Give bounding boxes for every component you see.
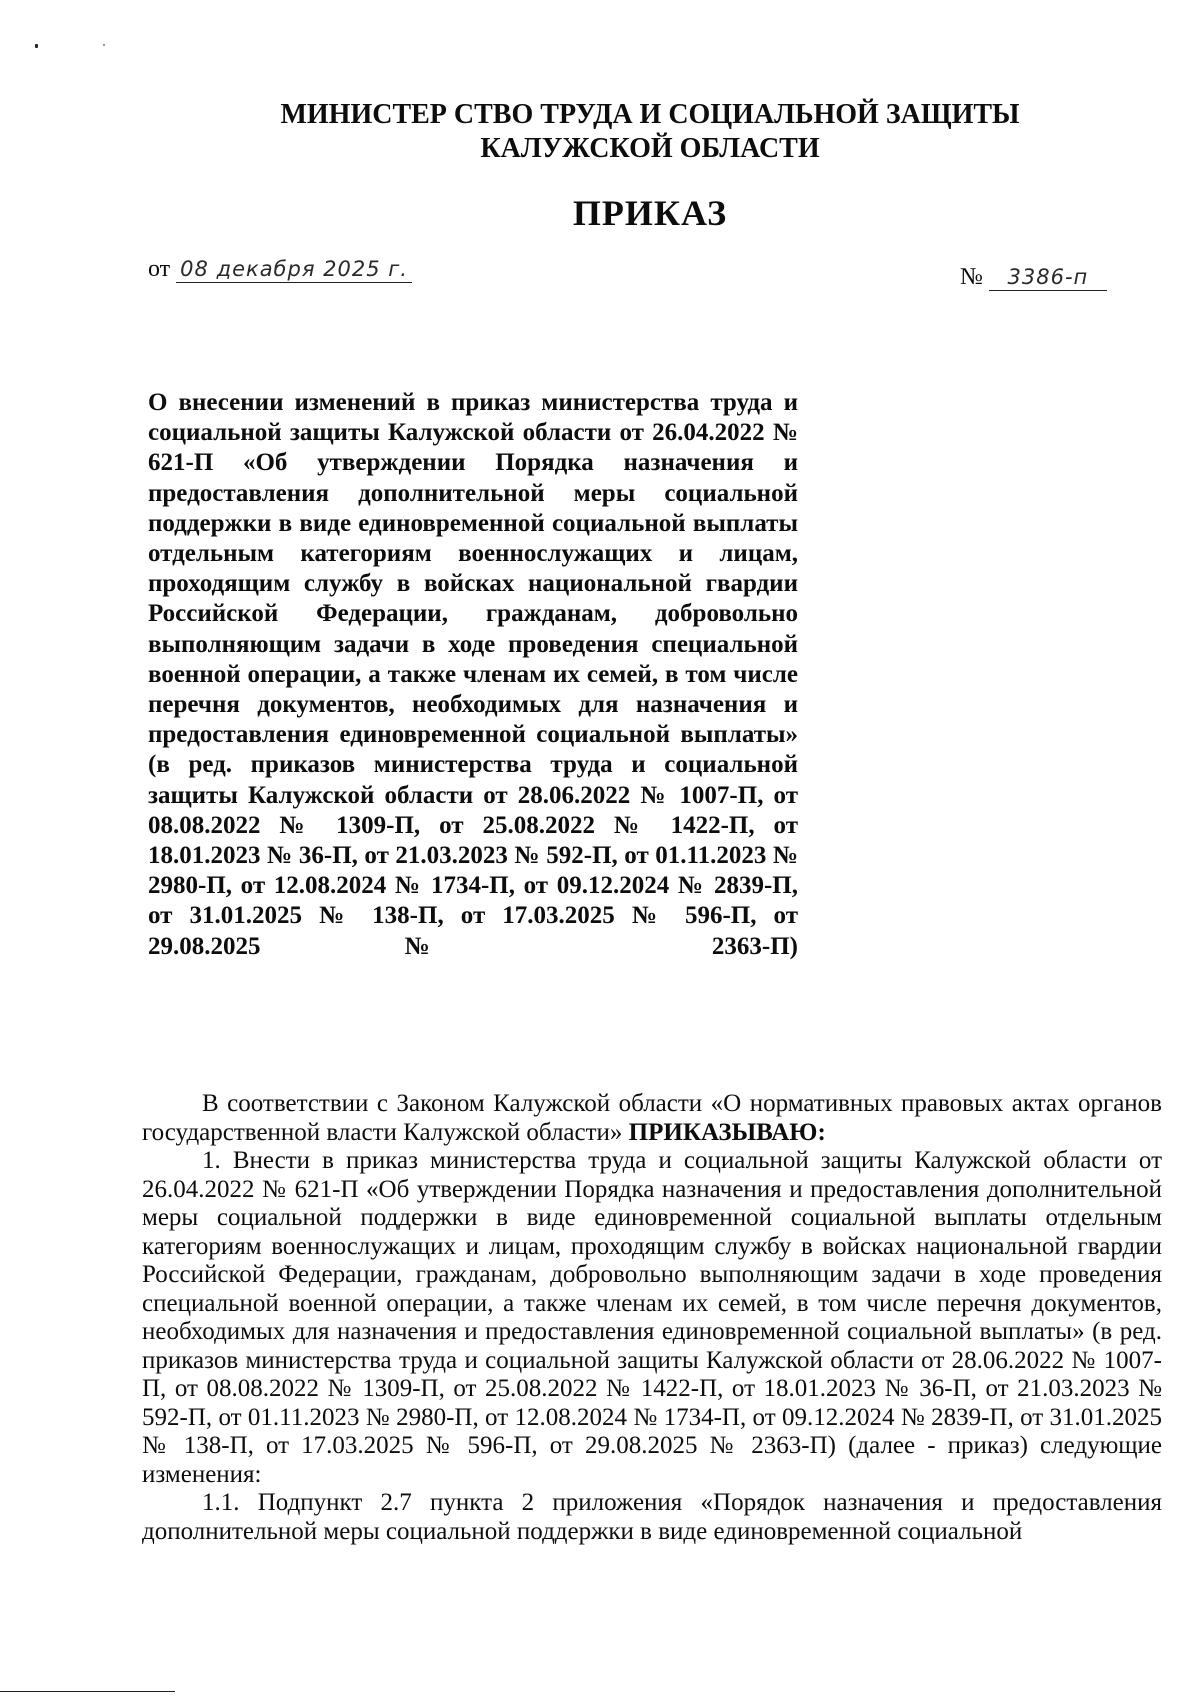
paragraph-item-1: 1. Внести в приказ министерства труда и социальной защиты Калужской области от 26.04.2022 № 621-П «Об утверждении Порядка назначения и предоставления дополнительной меры социальной поддержки в виде единовременной социальной выплаты отдельным категориям военнослужащих и лицам, проходящим службу в войсках национальной гвардии Российской Федерации, гражданам, добровольно выполняющим задачи в ходе проведения специальной военной операции, а также членам их семей, в том числе перечня документов, необходимых для назначения и предоставления единовременной социальной выплаты» (в ред. приказов министерства труда и социальной защиты Калужской области от 28.06.2022 № 1007-П, от 08.08.2022 № 1309-П, от 25.08.2022 № 1422-П, от 18.01.2023 № 36-П, от 21.03.2023 № 592-П, от 01.11.2023 № 2980-П, от 12.08.2024 № 1734-П, от 09.12.2024 № 2839-П, от 31.01.2025 № 138-П, от 17.03.2025 № 596-П, от 29.08.2025 № 2363-П) (далее - приказ) следующие изменения: [142, 1147, 1162, 1488]
paragraph-item-1-1: 1.1. Подпункт 2.7 пункта 2 приложения «Порядок назначения и предоставления дополнительной меры социальной поддержки в виде единовременной социальной [142, 1489, 1162, 1545]
handwritten-date: 08 декабря 2025 г. [176, 257, 412, 283]
number-prefix: № [960, 264, 983, 290]
document-date [148, 256, 412, 283]
organization-header [140, 98, 1160, 166]
org-name-line1: МИНИСТЕР СТВО ТРУДА И СОЦИАЛЬНОЙ ЗАЩИТЫ [280, 99, 1020, 130]
scan-artifact [103, 44, 105, 46]
date-prefix: от [148, 256, 171, 282]
footer-rule [0, 1691, 175, 1692]
scan-artifact [35, 44, 38, 48]
document-type: ПРИКАЗ [572, 193, 728, 233]
order-heading: О внесении изменений в приказ министерства труда и социальной защиты Калужской области от 26.04.2022 № 621-П «Об утверждении Порядка назначения и предоставления дополнительной меры социальной поддержки в виде единовременной социальной выплаты отдельным категориям военнослужащих и лицам, проходящим службу в войсках национальной гвардии Российской Федерации, гражданам, добровольно выполняющим задачи в ходе проведения специальной военной операции, а также членам их семей, в том числе перечня документов, необходимых для назначения и предоставления единовременной социальной выплаты» (в ред. приказов министерства труда и социальной защиты Калужской области от 28.06.2022 № 1007-П, от 08.08.2022 № 1309-П, от 25.08.2022 № 1422-П, от 18.01.2023 № 36-П, от 21.03.2023 № 592-П, от 01.11.2023 № 2980-П, от 12.08.2024 № 1734-П, от 09.12.2024 № 2839-П, от 31.01.2025 № 138-П, от 17.03.2025 № 596-П, от 29.08.2025 № 2363-П) [148, 389, 798, 960]
paragraph-preamble [142, 1090, 1162, 1147]
document-number [960, 264, 1107, 291]
order-body [142, 1090, 1162, 1546]
order-command: ПРИКАЗЫВАЮ: [628, 1118, 826, 1146]
handwritten-number: 3386-п [989, 265, 1107, 291]
org-name-line2: КАЛУЖСКОЙ ОБЛАСТИ [480, 133, 820, 164]
preamble-text: В соответствии с Законом Калужской области «О нормативных правовых актах органов государственной власти Калужской области» [142, 1090, 1162, 1146]
